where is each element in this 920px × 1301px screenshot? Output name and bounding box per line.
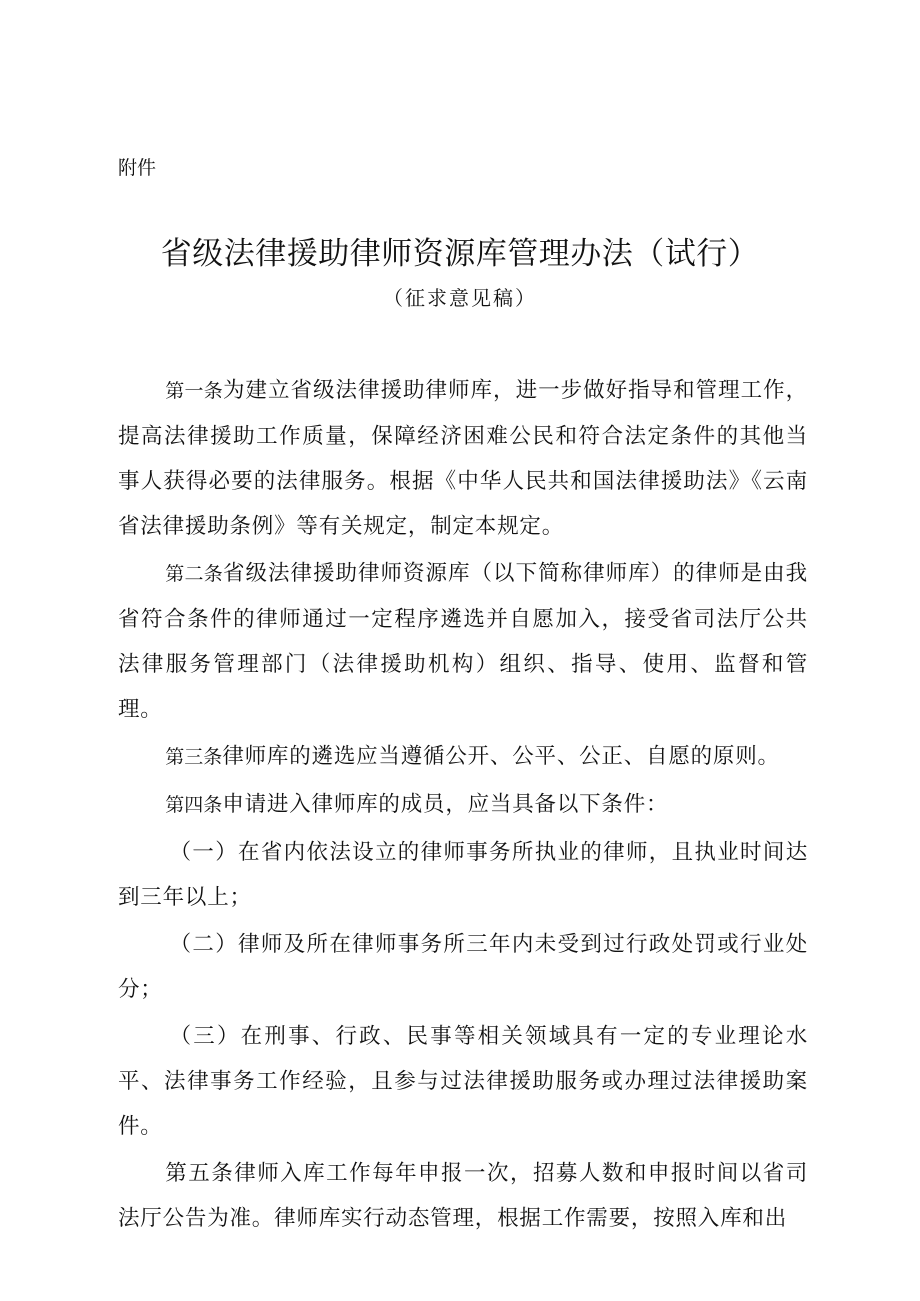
document-body	[118, 368, 808, 1243]
article-4-item-1: （一）在省内依法设立的律师事务所执业的律师，且执业时间达到三年以上；	[118, 840, 808, 910]
article-1-label: 第一条	[165, 380, 223, 402]
article-4-item-2: （二）律师及所在律师事务所三年内未受到过行政处罚或行业处分；	[118, 932, 808, 1002]
article-2-label: 第二条	[165, 563, 223, 585]
article-3-label: 第三条	[165, 746, 223, 768]
article-3-text: 律师库的遴选应当遵循公开、公平、公正、自愿的原则。	[222, 744, 780, 769]
article-4-item-3: （三）在刑事、行政、民事等相关领域具有一定的专业理论水平、法律事务工作经验，且参与过法律援助服务或办理过法律援助案件。	[118, 1024, 808, 1139]
attachment-label: 附件	[118, 157, 157, 179]
article-1	[118, 368, 808, 549]
article-3	[118, 734, 808, 780]
document-title: 省级法律援助律师资源库管理办法（试行）	[160, 236, 760, 272]
article-5: 第五条律师入库工作每年申报一次，招募人数和申报时间以省司法厅公告为准。律师库实行动态管理，根据工作需要，按照入库和出	[118, 1161, 808, 1231]
article-1-text: 为建立省级法律援助律师库，进一步做好指导和管理工作，提高法律援助工作质量，保障经济困难公民和符合法定条件的其他当事人获得必要的法律服务。根据《中华人民共和国法律援助法》《云南省法律援助条例》等有关规定，制定本规定。	[118, 378, 808, 539]
article-4-label: 第四条	[165, 794, 223, 816]
article-2-text: 省级法律援助律师资源库（以下简称律师库）的律师是由我省符合条件的律师通过一定程序遴选并自愿加入，接受省司法厅公共法律服务管理部门（法律援助机构）组织、指导、使用、监督和管理。	[118, 561, 808, 722]
article-4	[118, 782, 808, 828]
article-2	[118, 551, 808, 732]
article-4-text: 申请进入律师库的成员，应当具备以下条件：	[222, 792, 669, 817]
document-subtitle: （征求意见稿）	[383, 286, 537, 310]
